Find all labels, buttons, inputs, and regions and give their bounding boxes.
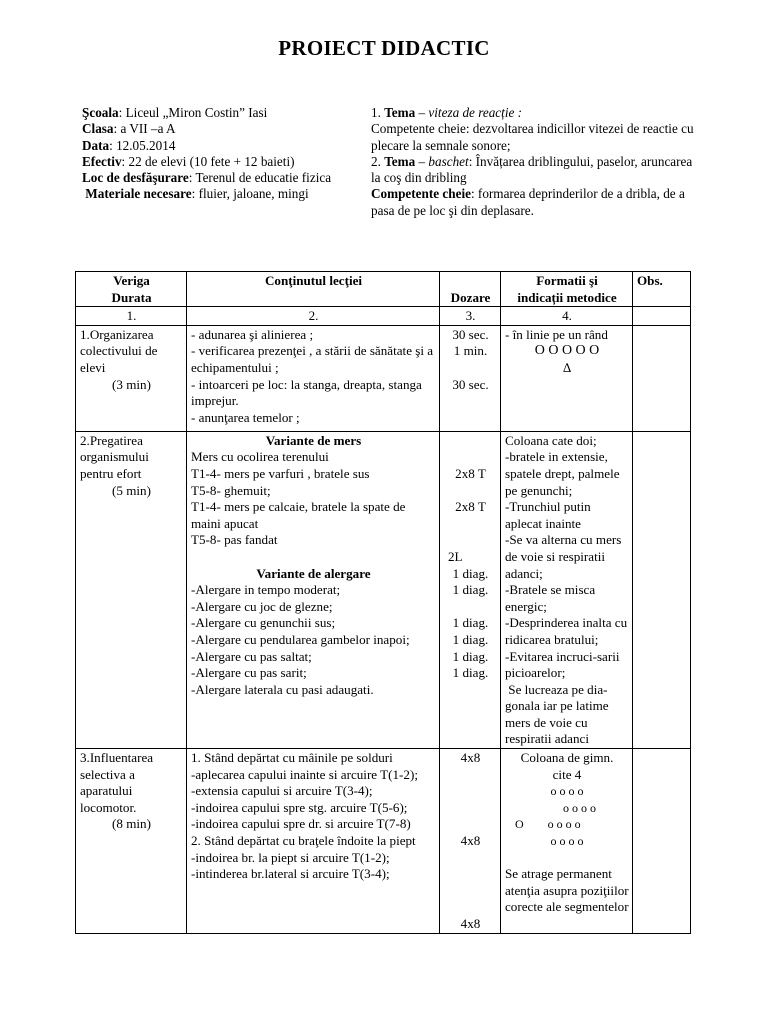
lesson-info-left <box>82 105 352 203</box>
tema-1: 1. Tema – viteza de reacție : <box>371 105 523 120</box>
header-continut: Conţinutul lecţiei <box>187 272 440 307</box>
info-date: Data: 12.05.2014 <box>82 137 176 153</box>
obs-cell <box>633 431 691 748</box>
column-number-row <box>76 307 691 326</box>
teacher-triangle-icon: ∆ <box>562 359 571 375</box>
info-materials: Materiale necesare: fluier, jaloane, mingi <box>85 186 309 202</box>
formatii-cell: Coloana cate doi; -bratele in extensie, spatele drept, palmele pe genunchi; -Trunchiul putin aplecat inainte -Se va alterna cu mers de voie si respiratii adanci; -Bratele se misca energic; -Desprinderea inalta cu ridicarea bratului; -Evitarea incruci-sarii picioarelor; Se lucreaza pe dia-gonala iar pe latime mers de voie cu respiratii adanci <box>501 431 633 748</box>
document-title: PROIECT DIDACTIC <box>278 36 490 60</box>
header-formatii: Formatii şi indicații metodice <box>501 272 633 307</box>
column-number: 1. <box>76 307 187 326</box>
dozare-cell: 30 sec. 1 min. 30 sec. <box>440 325 501 431</box>
column-number: 3. <box>440 307 501 326</box>
table-row <box>76 325 691 431</box>
column-number <box>633 307 691 326</box>
table-row <box>76 431 691 748</box>
competente-1: Competente cheie: dezvoltarea indicillor vitezei de reactie cu plecare la semnale sonore; <box>371 121 694 153</box>
veriga-cell: 1.Organizarea colectivului de elevi (3 min) <box>76 325 187 431</box>
column-number: 4. <box>501 307 633 326</box>
header-obs: Obs. <box>633 272 691 307</box>
header-veriga: Veriga Durata <box>76 272 187 307</box>
continut-cell: - adunarea şi alinierea ; - verificarea prezenţei , a stării de sănătate şi a echipamentului ; - intoarceri pe loc: la stanga, dreapta, stanga imprejur. - anunţarea temelor ; <box>187 325 440 431</box>
continut-cell: Variante de mers Mers cu ocolirea terenului T1-4- mers pe varfuri , bratele sus T5-8- ghemuit; T1-4- mers pe calcaie, bratele la spate de maini apucat T5-8- pas fandat Variante de alergare -Alergare in tempo moderat; -Alergare cu joc de glezne; -Alergare cu genunchii sus; -Alergare cu pendularea gambelor inapoi; -Alergare cu pas saltat; -Alergare cu pas sarit; -Alergare laterala cu pasi adaugati. <box>187 431 440 748</box>
info-students: Efectiv: 22 de elevi (10 fete + 12 baieti) <box>82 153 295 169</box>
obs-cell <box>633 749 691 934</box>
info-class: Clasa: a VII –a A <box>82 121 176 137</box>
continut-cell: 1. Stând depărtat cu mâinile pe solduri -aplecarea capului inainte si arcuire T(1-2); -extensia capului si arcuire T(3-4); -indoirea capului spre stg. arcuire T(5-6); -indoirea capului spre dr. si arcuire T(7-8) 2. Stând depărtat cu braţele îndoite la piept -indoirea br. la piept si arcuire T(1-2); -intinderea br.lateral si arcuire T(3-4); <box>187 749 440 934</box>
dozare-cell: 4x8 4x8 4x8 <box>440 749 501 934</box>
tema-2: 2. Tema – baschet: Învățarea driblingului, paselor, aruncarea la coş din dribling <box>371 153 693 186</box>
info-location: Loc de desfăşurare: Terenul de educatie fizica <box>82 170 332 186</box>
lesson-plan-table <box>75 271 691 934</box>
obs-cell <box>633 325 691 431</box>
formatii-cell: Coloana de gimn. cite 4 o o o o o o o o O o o o o o o o o Se atrage permanent atenţia asupra poziţiilor corecte ale segmentelor <box>501 749 633 934</box>
dozare-cell: 2x8 T 2x8 T 2L 1 diag. 1 diag. 1 diag. 1 diag. 1 diag. 1 diag. <box>440 431 501 748</box>
column-number: 2. <box>187 307 440 326</box>
info-school: Şcoala: Liceul „Miron Costin” Iasi <box>82 105 268 120</box>
lesson-info-right <box>371 105 701 219</box>
table-row <box>76 749 691 934</box>
competente-2: Competente cheie: formarea deprinderilor de a dribla, de a pasa de pe loc şi din deplasare. <box>371 186 685 218</box>
table-header-row <box>76 272 691 307</box>
formatii-cell: - în linie pe un rând O O O O O ∆ <box>501 325 633 431</box>
veriga-cell: 2.Pregatirea organismului pentru efort (5 min) <box>76 431 187 748</box>
header-dozare: Dozare <box>440 272 501 307</box>
veriga-cell: 3.Influentarea selectiva a aparatului locomotor. (8 min) <box>76 749 187 934</box>
formation-circles: O O O O O <box>534 343 600 359</box>
